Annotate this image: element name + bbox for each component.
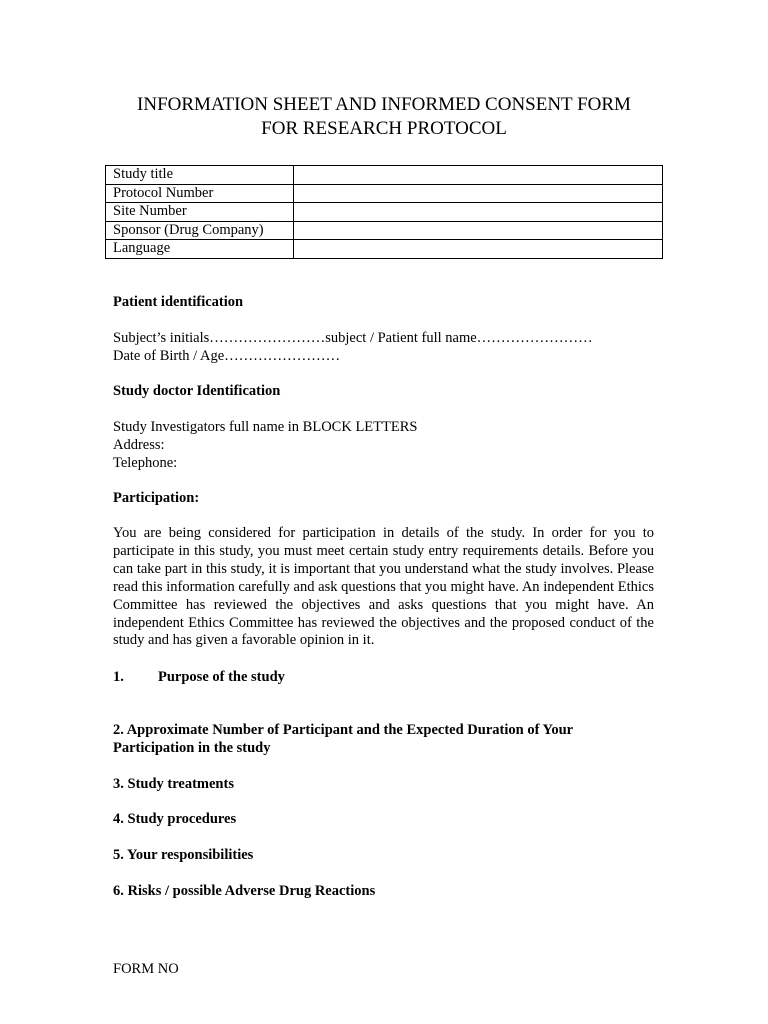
- participation-paragraph: You are being considered for participation in details of the study. In order for you to participate in this study, you must meet certain study entry requirements details. Before you can take part in this study, it is important that you understand what the study involves. Please read this information carefully and ask questions that you might have. An independent Ethics Committee has reviewed the objectives and asks questions that you might have. An independent Ethics Committee has reviewed the objectives and the proposed conduct of the study and has given a favorable opinion in it.: [113, 525, 654, 649]
- site-number-label: Site Number: [106, 203, 294, 222]
- study-doctor-heading: Study doctor Identification: [113, 383, 281, 399]
- language-value: [294, 240, 663, 259]
- section-3-heading: 3. Study treatments: [113, 776, 234, 792]
- section-4-heading: 4. Study procedures: [113, 811, 237, 827]
- section-1-number: 1.: [113, 669, 124, 685]
- table-row: [106, 203, 663, 222]
- table-row: [106, 221, 663, 240]
- site-number-value: [294, 203, 663, 222]
- participation-heading: Participation:: [113, 490, 200, 506]
- title-line-2: FOR RESEARCH PROTOCOL: [261, 118, 507, 139]
- investigator-name-line: Study Investigators full name in BLOCK LETTERS: [113, 419, 418, 435]
- sponsor-value: [294, 221, 663, 240]
- study-title-value: [294, 166, 663, 185]
- form-number-footer: FORM NO: [113, 961, 179, 977]
- section-1-heading: [113, 668, 654, 686]
- table-row: [106, 166, 663, 185]
- section-5-heading: 5. Your responsibilities: [113, 847, 254, 863]
- telephone-line: Telephone:: [113, 455, 178, 471]
- document-title: [0, 93, 768, 141]
- patient-identification-heading: Patient identification: [113, 294, 244, 310]
- section-2-heading-line-2: Participation in the study: [113, 740, 271, 756]
- study-title-label: Study title: [106, 166, 294, 185]
- patient-dob-line: Date of Birth / Age……………………: [113, 348, 341, 364]
- patient-initials-line: Subject’s initials……………………subject / Patient full name……………………: [113, 330, 593, 346]
- protocol-number-value: [294, 184, 663, 203]
- title-line-1: INFORMATION SHEET AND INFORMED CONSENT FORM: [137, 94, 631, 115]
- protocol-number-label: Protocol Number: [106, 184, 294, 203]
- address-line: Address:: [113, 437, 165, 453]
- table-row: [106, 184, 663, 203]
- section-6-heading: 6. Risks / possible Adverse Drug Reactions: [113, 883, 376, 899]
- table-row: [106, 240, 663, 259]
- sponsor-label: Sponsor (Drug Company): [106, 221, 294, 240]
- language-label: Language: [106, 240, 294, 259]
- section-2-heading-line-1: 2. Approximate Number of Participant and the Expected Duration of Your: [113, 722, 574, 738]
- study-info-table: [105, 165, 663, 259]
- section-1-title: Purpose of the study: [158, 669, 285, 685]
